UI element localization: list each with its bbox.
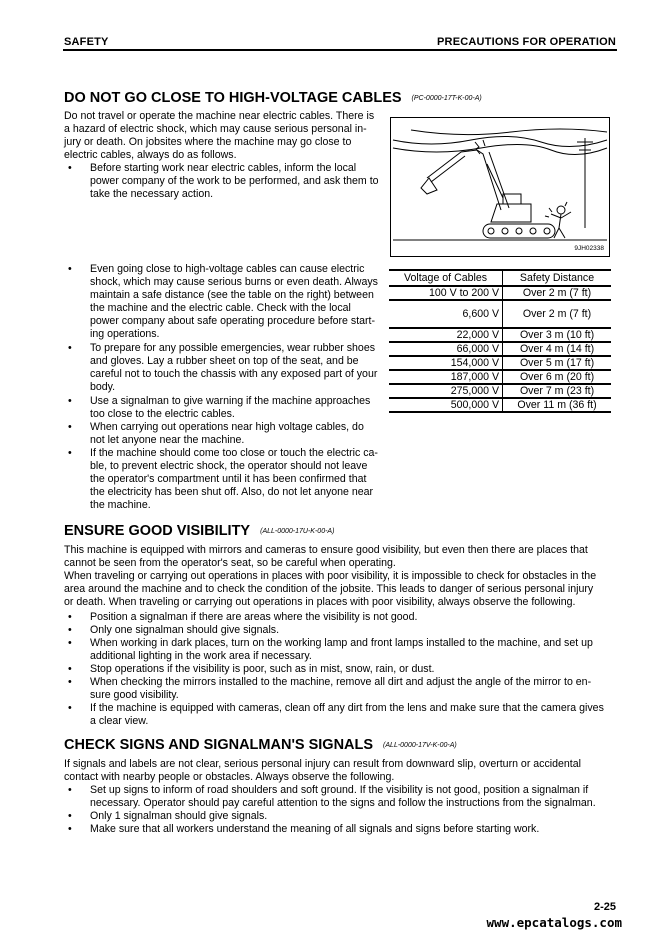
section-code: (ALL-0000-17V-K-00-A) [383, 742, 457, 749]
line: Only 1 signalman should give signals. [90, 810, 268, 822]
line: When traveling or carrying out operations in places with poor visibility, it is impossible to check for obstacles in the [64, 570, 597, 583]
column-header-voltage: Voltage of Cables [389, 270, 503, 286]
line: the machine and the electric cable. Check with the local [90, 302, 351, 315]
line: To prepare for any possible emergencies, wear rubber shoes [90, 342, 376, 354]
s1-bullet-6 [68, 447, 386, 515]
line: power company of the work to be performed, and ask them to [90, 175, 379, 188]
line: power company about safe operating procedure before start- [90, 315, 376, 328]
s3-intro [64, 758, 620, 784]
distance-cell: Over 11 m (36 ft) [503, 398, 611, 412]
section-title-text: DO NOT GO CLOSE TO HIGH-VOLTAGE CABLES [64, 90, 402, 106]
line: a hazard of electric shock, which may cause serious personal in- [64, 123, 367, 136]
section-code: (ALL-0000-17U-K-00-A) [260, 528, 335, 535]
voltage-cell: 275,000 V [389, 384, 503, 398]
bullet-dot: • [68, 676, 72, 688]
voltage-cell: 22,000 V [389, 328, 503, 342]
line: or death. When traveling or carrying out operations in places with poor visibility, always observe the following. [64, 596, 576, 609]
header-divider [63, 49, 617, 51]
line: If the machine is equipped with cameras, clean off any dirt from the lens and make sure that the camera gives [90, 702, 604, 714]
bullet-dot: • [68, 395, 72, 407]
section-title-high-voltage [64, 90, 482, 106]
line: Even going close to high-voltage cables can cause electric [90, 263, 365, 275]
excavator-power-line-drawing [391, 118, 609, 256]
table-row [389, 370, 611, 384]
line: ing operations. [90, 328, 160, 341]
line: not let anyone near the machine. [90, 434, 245, 447]
line: a clear view. [90, 715, 149, 728]
s1-bullet-4 [68, 395, 386, 423]
section-title-signals [64, 737, 457, 753]
bullet-dot: • [68, 663, 72, 675]
line: area around the machine and to check the condition of the jobsite. This leads to danger of serious personal injury [64, 583, 594, 596]
line: Make sure that all workers understand the meaning of all signals and signs before starting work. [90, 823, 540, 835]
safety-distance-table [389, 269, 611, 413]
voltage-cell: 100 V to 200 V [389, 286, 503, 300]
distance-cell: Over 3 m (10 ft) [503, 328, 611, 342]
line: too close to the electric cables. [90, 408, 235, 421]
table-row [389, 300, 611, 328]
section-title-text: CHECK SIGNS AND SIGNALMAN'S SIGNALS [64, 737, 374, 753]
line: When checking the mirrors installed to the machine, remove all dirt and adjust the angle of the mirror to en- [90, 676, 592, 688]
header-section: SAFETY [64, 36, 109, 48]
distance-cell: Over 5 m (17 ft) [503, 356, 611, 370]
table-row [389, 286, 611, 300]
line: electric cables, always do as follows. [64, 149, 237, 162]
s3-bullet-2 [68, 810, 620, 824]
voltage-cell: 154,000 V [389, 356, 503, 370]
s2-bullet-5 [68, 676, 620, 704]
s2-bullet-2 [68, 624, 620, 638]
s2-bullet-3 [68, 637, 620, 665]
section-title-visibility [64, 523, 334, 539]
voltage-cell: 500,000 V [389, 398, 503, 412]
line: cannot be seen from the operator's seat, so be careful when operating. [64, 557, 396, 570]
line: additional lighting in the work area if necessary. [90, 650, 312, 663]
line: shock, which may cause serious burns or even death. Always [90, 276, 378, 289]
line: the machine. [90, 499, 151, 512]
line: When working in dark places, turn on the working lamp and front lamps installed to the machine, and set up [90, 637, 593, 649]
line: Use a signalman to give warning if the machine approaches [90, 395, 371, 407]
table-row [389, 384, 611, 398]
figure-code: 9JH02338 [574, 245, 604, 252]
line: This machine is equipped with mirrors and cameras to ensure good visibility, but even then there are places that [64, 544, 588, 556]
s1-bullet-1 [68, 162, 386, 202]
column-header-distance: Safety Distance [503, 270, 611, 286]
distance-cell: Over 2 m (7 ft) [503, 300, 611, 328]
line: Position a signalman if there are areas where the visibility is not good. [90, 611, 418, 623]
line: jury or death. On jobsites where the machine may go close to [64, 136, 352, 149]
line: the electricity has been shut off. Also, do not let anyone near [90, 486, 374, 499]
voltage-cell: 66,000 V [389, 342, 503, 356]
s1-bullet-2 [68, 263, 386, 343]
line: body. [90, 381, 116, 394]
page-number: 2-25 [593, 901, 616, 913]
table-row [389, 342, 611, 356]
s1-intro [64, 110, 384, 162]
bullet-dot: • [68, 421, 72, 433]
bullet-dot: • [68, 162, 72, 174]
section-code: (PC-0000-17T-K-00-A) [411, 95, 482, 102]
s3-bullet-3 [68, 823, 620, 837]
line: and gloves. Lay a rubber sheet on top of the seat, and be [90, 355, 359, 368]
distance-cell: Over 6 m (20 ft) [503, 370, 611, 384]
s1-bullet-3 [68, 342, 386, 396]
line: Before starting work near electric cables, inform the local [90, 162, 357, 174]
line: Set up signs to inform of road shoulders and soft ground. If the visibility is not good, position a signalman if [90, 784, 589, 796]
distance-cell: Over 4 m (14 ft) [503, 342, 611, 356]
voltage-cell: 6,600 V [389, 300, 503, 328]
bullet-dot: • [68, 637, 72, 649]
distance-cell: Over 2 m (7 ft) [503, 286, 611, 300]
bullet-dot: • [68, 624, 72, 636]
line: careful not to touch the chassis with any exposed part of your [90, 368, 378, 381]
header-title: PRECAUTIONS FOR OPERATION [437, 36, 616, 48]
line: ble, to prevent electric shock, the operator should not leave [90, 460, 368, 473]
bullet-dot: • [68, 823, 72, 835]
s3-bullet-1 [68, 784, 620, 812]
s2-intro [64, 544, 620, 609]
line: When carrying out operations near high voltage cables, do [90, 421, 364, 433]
line: Only one signalman should give signals. [90, 624, 280, 636]
line: the operator's compartment until it has been confirmed that [90, 473, 367, 486]
section-title-text: ENSURE GOOD VISIBILITY [64, 523, 251, 539]
distance-cell: Over 7 m (23 ft) [503, 384, 611, 398]
line: necessary. Operator should pay careful attention to the signs and follow the instructions from the signalman. [90, 797, 596, 810]
line: If signals and labels are not clear, serious personal injury can result from downward slip, overturn or accidental [64, 758, 581, 770]
line: If the machine should come too close or touch the electric ca- [90, 447, 378, 459]
line: maintain a safe distance (see the table on the right) between [90, 289, 374, 302]
line: contact with nearby people or obstacles. Always observe the following. [64, 771, 395, 784]
table-row [389, 356, 611, 370]
s1-bullet-5 [68, 421, 386, 449]
s2-bullet-1 [68, 611, 620, 625]
table-header-row [389, 270, 611, 286]
bullet-dot: • [68, 447, 72, 459]
line: Do not travel or operate the machine near electric cables. There is [64, 110, 375, 122]
bullet-dot: • [68, 784, 72, 796]
s2-bullet-6 [68, 702, 620, 730]
line: sure good visibility. [90, 689, 179, 702]
high-voltage-excavator-illustration [390, 117, 610, 257]
line: Stop operations if the visibility is poor, such as in mist, snow, rain, or dust. [90, 663, 435, 675]
site-watermark: www.epcatalogs.com [486, 915, 622, 930]
table-row [389, 328, 611, 342]
voltage-cell: 187,000 V [389, 370, 503, 384]
bullet-dot: • [68, 263, 72, 275]
bullet-dot: • [68, 702, 72, 714]
table-row [389, 398, 611, 412]
bullet-dot: • [68, 342, 72, 354]
s2-bullet-4 [68, 663, 620, 677]
bullet-dot: • [68, 810, 72, 822]
bullet-dot: • [68, 611, 72, 623]
line: take the necessary action. [90, 188, 214, 201]
